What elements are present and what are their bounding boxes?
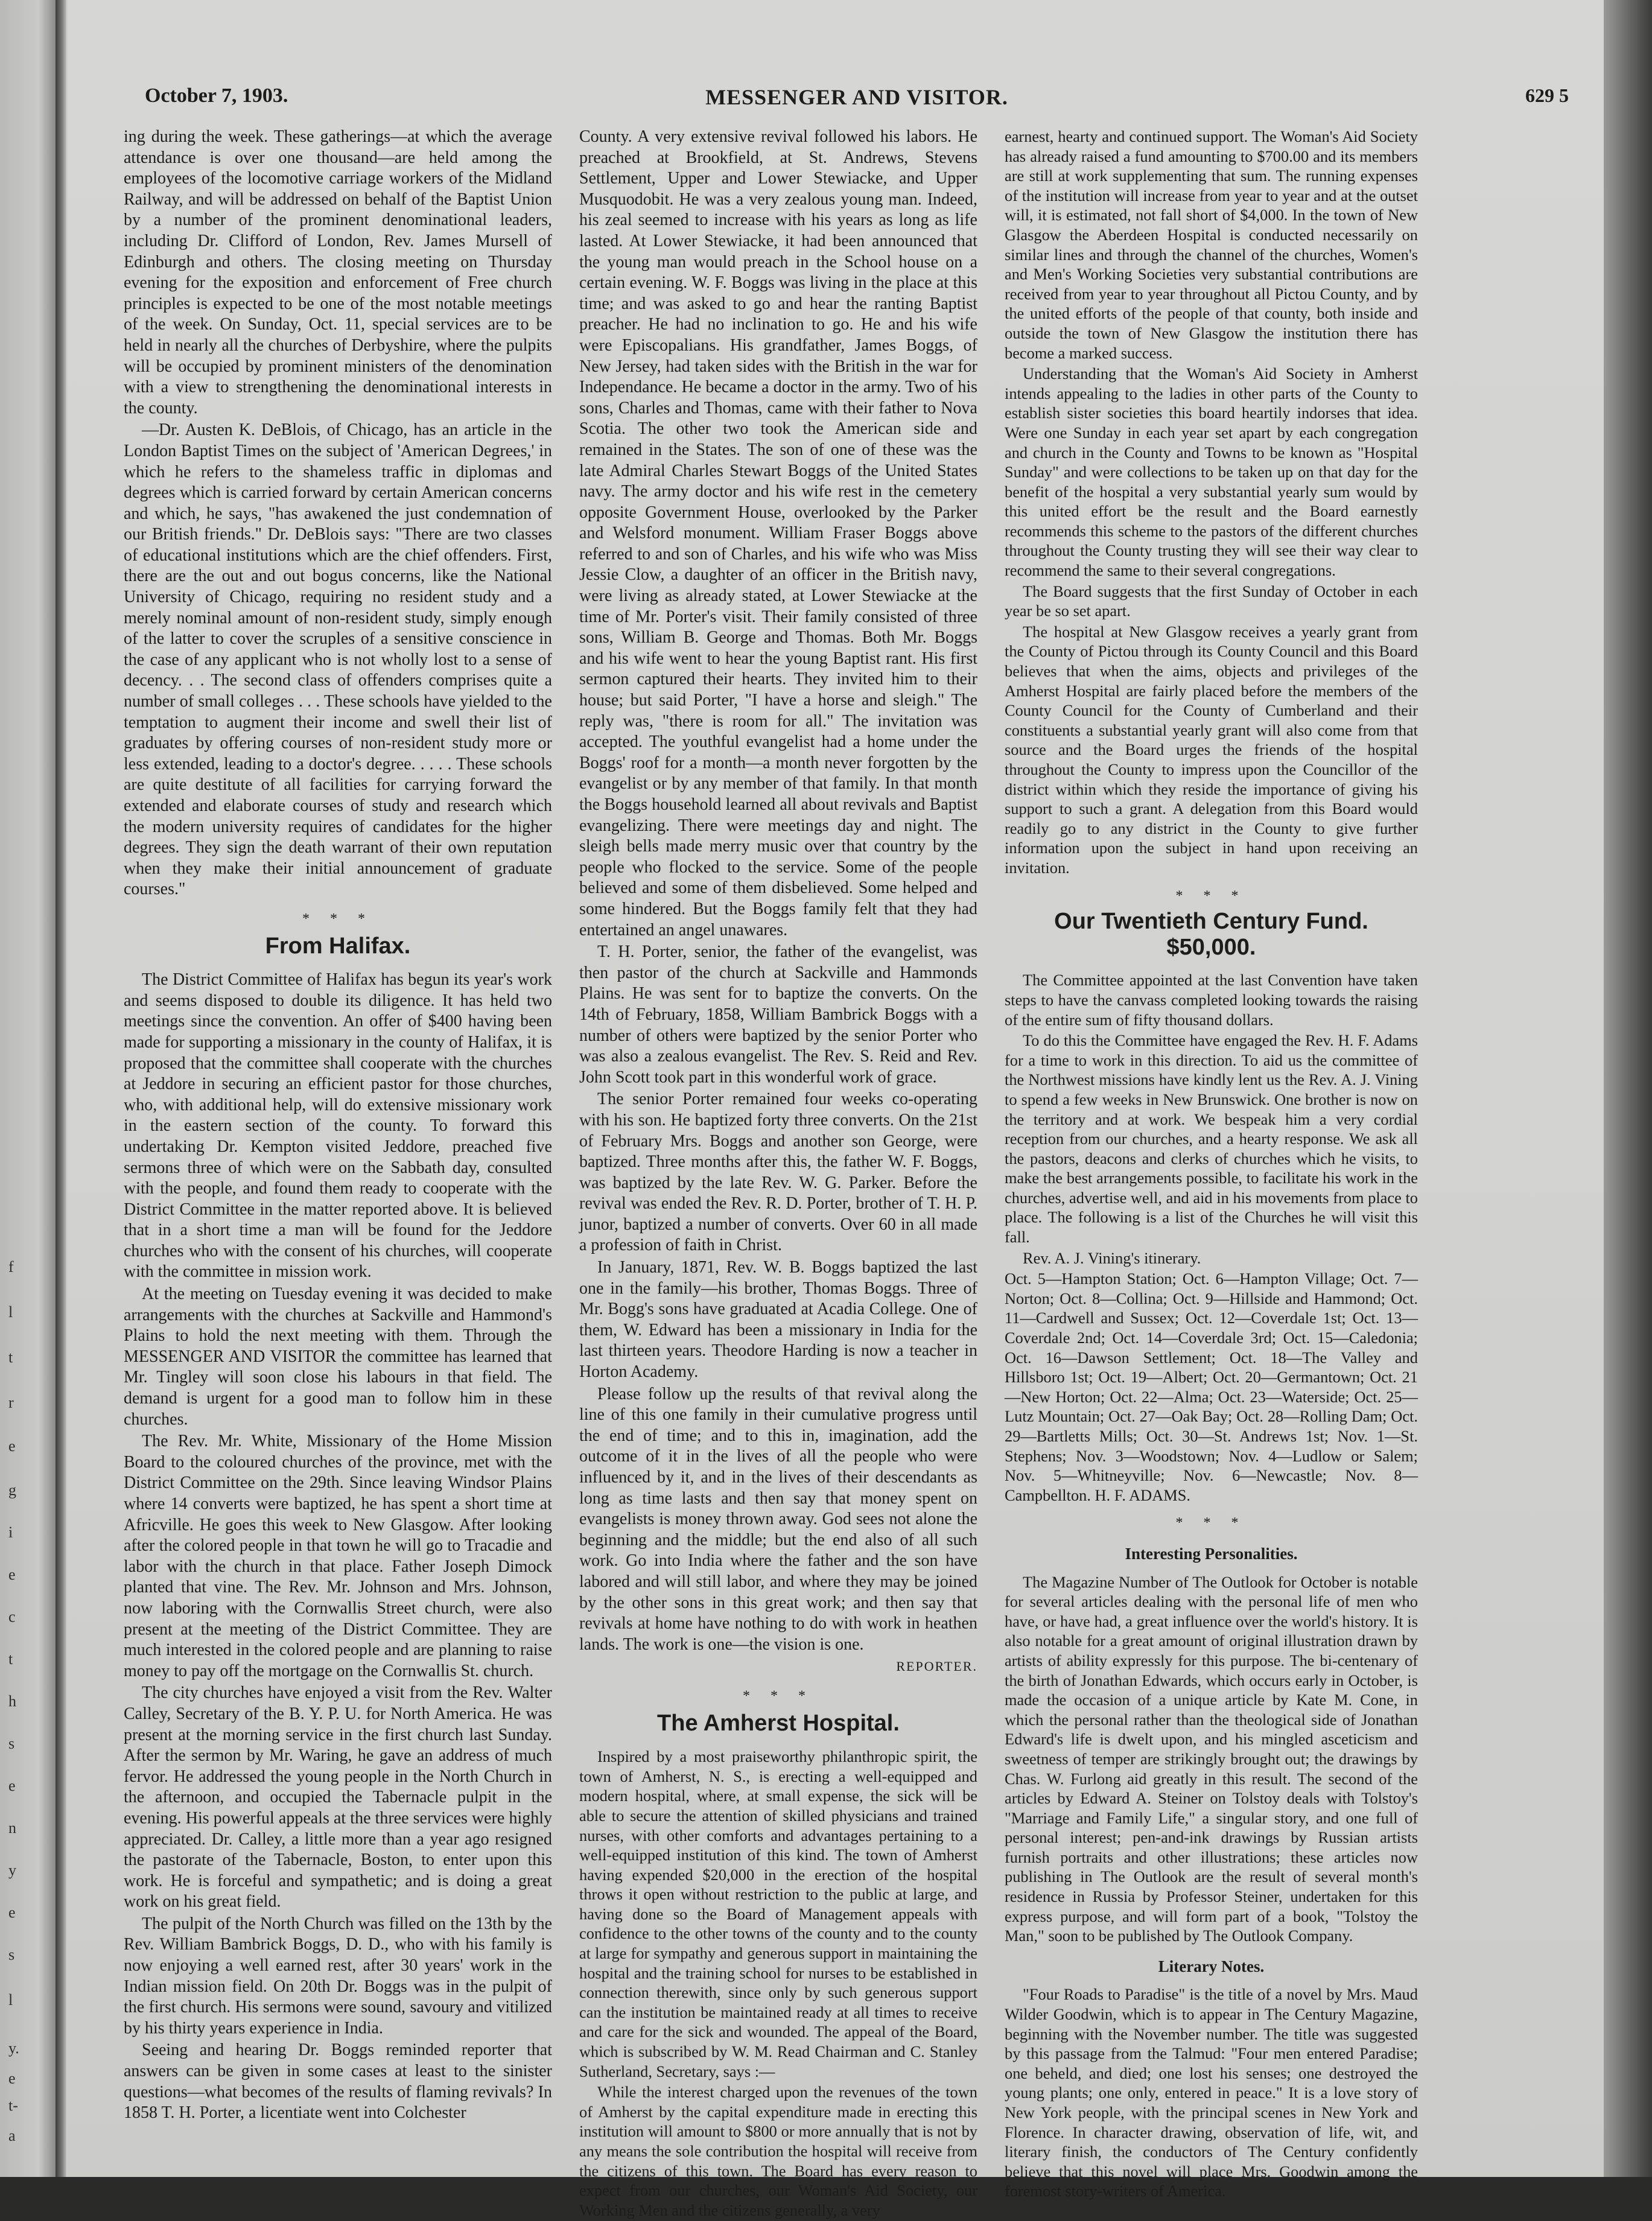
column-3 xyxy=(1005,127,1418,2202)
paragraph: Understanding that the Woman's Aid Society in Amherst intends appealing to the ladies in other parts of the County to establish sister societies this board heartily indorses that idea. Were one Sunday in each year set apart by each congregation and church in the County and Towns to be known as "Hospital Sunday" and were collections to be taken up on that day for the benefit of the hospital a very substantial yearly sum would by this united effort be the result and the Board earnestly recommends this scheme to the pastors of the different churches throughout the County trusting they will see their way clear to recommend the same to their several congregations. xyxy=(1005,364,1418,580)
article-heading-halifax: From Halifax. xyxy=(265,933,411,959)
section-divider-stars: * * * xyxy=(1175,888,1247,904)
masthead-title: MESSENGER AND VISITOR. xyxy=(705,85,1008,109)
gutter-letter: a xyxy=(8,2127,16,2144)
article-heading-twentieth-century-fund: Our Twentieth Century Fund. xyxy=(1054,909,1368,935)
gutter-letter: c xyxy=(8,1608,16,1625)
paragraph: "Four Roads to Paradise" is the title of a novel by Mrs. Maud Wilder Goodwin, which is to appear in The Century Magazine, beginning with the November number. The title was suggested by this passage from the Talmud: "Four men entered Paradise; one beheld, and died; one lost his senses; one destroyed the young plants; one only, entered in peace." It is a love story of New York people, with the principal scenes in New York and Florence. In character drawing, observation of life, wit, and literary finish, the conductors of The Century confidently believe that this novel will place Mrs. Goodwin among the foremost story-writers of America. xyxy=(1005,1985,1418,2200)
paragraph: While the interest charged upon the revenues of the town of Amherst by the capital expenditure made in erecting this institution will amount to $800 or more annually that is not by any means the sole contribution the hospital will receive from the citizens of this town. The Board has every reason to expect from our churches, our Woman's Aid Society, our Working Men and the citizens generally, a very xyxy=(579,2083,977,2219)
paragraph: At the meeting on Tuesday evening it was decided to make arrangements with the churches at Sackville and Hammond's Plains to hold the next meeting with them. Through the MESSENGER AND VISITOR the committee has learned that Mr. Tingley will soon close his labours in that field. The demand is urgent for a good man to follow him in these churches. xyxy=(124,1285,552,1429)
gutter-letter: y xyxy=(8,1861,16,1879)
page-header xyxy=(145,84,1569,121)
gutter-letter: n xyxy=(8,1819,16,1837)
gutter-letter: e xyxy=(8,1566,16,1583)
paragraph: The pulpit of the North Church was filled on the 13th by the Rev. William Bambrick Boggs, D. D., who with his family is now enjoying a well earned rest, after 30 years' work in the Indian mission field. On 20th Dr. Boggs was in the pulpit of the first church. His sermons were sound, savoury and vitilized by his thirty years experience in India. xyxy=(124,1914,552,2038)
gutter-letter: l xyxy=(8,1303,13,1321)
gutter-letter: l xyxy=(8,1991,13,2009)
gutter-letter: e xyxy=(8,1437,16,1455)
paragraph: The Board suggests that the first Sunday of October in each year be so set apart. xyxy=(1005,582,1418,620)
gutter-letter: s xyxy=(8,1735,15,1752)
gutter-letter: e xyxy=(8,1904,16,1921)
signature-reporter: REPORTER. xyxy=(896,1659,977,1674)
paragraph: Please follow up the results of that revival along the line of this one family in their cumulative progress until the end of time; and to this in, imagination, add the outcome of it in the lives of all the people who were influenced by it, and in the lives of their descendants as long as time lasts and then say that money spent on evangelists is money thrown away. God sees not alone the beginning and the middle; but the end also of all such work. Go into India where the father and the son have labored and will still labor, and where they may be joined by the other sons in this great work; and then say that revivals at home have nothing to do with work in heathen lands. The work is one—the vision is one. xyxy=(579,1384,977,1654)
gutter-letter: h xyxy=(8,1692,16,1710)
paragraph: County. A very extensive revival followed his labors. He preached at Brookfield, at St. Andrews, Stevens Settlement, Upper and Lower Stewiacke, and Upper Musquodobit. He was a very zealous young man. Indeed, his zeal seemed to increase with his years as long as life lasted. At Lower Stewiacke, it had been announced that the young man would preach in the School house on a certain evening. W. F. Boggs was living in the place at this time; and was asked to go and hear the ranting Baptist preacher. He had no inclination to go. He and his wife were Episcopalians. His grandfather, James Boggs, of New Jersey, had taken sides with the British in the war for Independance. He became a doctor in the army. Two of his sons, Charles and Thomas, came with their father to Nova Scotia. The other two took the American side and remained in the States. The son of one of these was the late Admiral Charles Stewart Boggs of the United States navy. The army doctor and his wife rest in the cemetery opposite Government House, overlooked by the Parker and Welsford monument. William Fraser Boggs above referred to and son of Charles, and his wife who was Miss Jessie Clow, a daughter of an officer in the British navy, were living as already stated, at Lower Stewiacke at the time of Mr. Porter's visit. Their family consisted of three sons, William B. George and Thomas. Both Mr. Boggs and his wife went to hear the young Baptist rant. His first sermon captured their hearts. They invited him to their house; but said Porter, "I have a horse and sleigh." The reply was, "there is room for all." The invitation was accepted. The youthful evangelist had a home under the Boggs' roof for a month—a month never forgotten by the evangelist or by any member of that family. In that month the Boggs household learned all about revivals and Baptist evangelizing. There were meetings day and night. The sleigh bells made merry music over that country by the people who flocked to the service. Some of the people believed and some of them disbelieved. Some helped and some hindered. But the Boggs family felt that they had entertained an angel unawares. xyxy=(579,127,977,939)
gutter-letter: e xyxy=(8,1777,16,1794)
article-heading-literary-notes: Literary Notes. xyxy=(1158,1957,1265,1975)
paragraph: T. H. Porter, senior, the father of the evangelist, was then pastor of the church at Sackville and Hammonds Plains. He was sent for to baptize the converts. On the 14th of February, 1858, William Bambrick Boggs with a number of others were baptized by the senior Porter who was also a zealous evangelist. The Rev. S. Reid and Rev. John Scott took part in this wonderful work of grace. xyxy=(579,942,977,1087)
section-divider-stars: * * * xyxy=(743,1688,814,1704)
paragraph: earnest, hearty and continued support. The Woman's Aid Society has already raised a fund amounting to $700.00 and its members are still at work supplementing that sum. The running expenses of the institution will increase from year to year and at the outset will, it is estimated, not fall short of $4,000. In the town of New Glasgow the Aberdeen Hospital is conducted necessarily on similar lines and through the channel of the churches, Women's and Men's Working Societies very substantial contributions are received from year to year throughout all Pictou County, and by the united efforts of the people of that county, both inside and outside the town of New Glasgow the institution there has become a marked success. xyxy=(1005,127,1418,362)
paragraph: To do this the Committee have engaged the Rev. H. F. Adams for a time to work in this direction. To aid us the committee of the Northwest missions have kindly lent us the Rev. A. J. Vining to spend a few weeks in New Brunswick. One brother is now on the territory and at work. We bespeak him a very cordial reception from our churches, and a hearty response. We ask all the pastors, deacons and clerks of churches which he visits, to make the best arrangements possible, to facilitate his work in the churches, advertise well, and aid in his movements from place to place. The following is a list of the Churches he will visit this fall. xyxy=(1005,1031,1418,1247)
article-heading-amherst-hospital: The Amherst Hospital. xyxy=(657,1710,900,1736)
right-edge-shadow xyxy=(1604,0,1652,2177)
fund-amount-heading: $50,000. xyxy=(1166,934,1256,960)
paragraph: The city churches have enjoyed a visit from the Rev. Walter Calley, Secretary of the B. Y. P. U. for North America. He was present at the morning service in the first church last Sunday. After the sermon by Mr. Waring, he gave an address of much fervor. He addressed the young people in the North Church in the afternoon, and occupied the Tabernacle pulpit in the evening. His powerful appeals at the three services were highly appreciated. Dr. Calley, a little more than a year ago resigned the pastorate of the Tabernacle, Boston, to enter upon this work. He is forceful and sympathetic; and is doing a great work on his great field. xyxy=(124,1683,552,1911)
paragraph: The hospital at New Glasgow receives a yearly grant from the County of Pictou through its County Council and this Board believes that when the aims, objects and privileges of the Amherst Hospital are fairly placed before the members of the County Council for the County of Cumberland and their constituents a substantial yearly grant will also come from that source and the Board urges the friends of the hospital throughout the County to impress upon the Councillor of the district within which they reside the importance of giving his support to such a grant. A delegation from this Board would readily go to any district in the County to give further information upon the subject in hand upon receiving an invitation. xyxy=(1005,622,1418,877)
page-number: 629 5 xyxy=(1525,84,1569,106)
gutter-letter: e xyxy=(8,2070,16,2087)
gutter-letter: t xyxy=(8,1349,13,1366)
gutter-letter: g xyxy=(8,1481,16,1499)
paragraph: Seeing and hearing Dr. Boggs reminded reporter that answers can be given in some cases at least to the sinister questions—what becomes of the results of flaming revivals? In 1858 T. H. Porter, a licentiate went into Colchester xyxy=(124,2041,552,2123)
paragraph: The Rev. Mr. White, Missionary of the Home Mission Board to the coloured churches of the province, met with the District Committee on the 29th. Since leaving Windsor Plains where 14 converts were baptized, he has spent a short time at Africville. He goes this week to New Glasgow. After looking after the colored people in that town he will go to Tracadie and labor with the church in that place. Father Joseph Dimock planted that vine. The Rev. Mr. Johnson and Mrs. Johnson, now laboring with the Cornwallis Street church, were also present at the meeting of the District Committee. They are much interested in the colored people and are planning to raise money to pay off the mortgage on the Cornwallis St. church. xyxy=(124,1432,552,1680)
paragraph: Rev. A. J. Vining's itinerary. xyxy=(1023,1248,1201,1267)
gutter-letter: f xyxy=(8,1258,14,1276)
page-fold-shadow xyxy=(56,0,66,2177)
gutter-letter: y. xyxy=(8,2039,19,2057)
gutter-letter: t- xyxy=(8,2097,18,2114)
facing-page-gutter xyxy=(0,0,56,2177)
article-heading-interesting-personalities: Interesting Personalities. xyxy=(1125,1544,1298,1563)
column-1 xyxy=(124,127,552,2125)
paragraph: In January, 1871, Rev. W. B. Boggs baptized the last one in the family—his brother, Thomas Boggs. Three of Mr. Bogg's sons have graduated at Acadia College. One of them, W. Edward has been a missionary in India for the last thirteen years. Theodore Harding is now a teacher in Horton Academy. xyxy=(579,1258,977,1382)
section-divider-stars: * * * xyxy=(302,910,373,927)
paragraph: —Dr. Austen K. DeBlois, of Chicago, has an article in the London Baptist Times on the subject of 'American Degrees,' in which he refers to the shameless traffic in diplomas and degrees which is carried forward by certain American concerns and which, he says, "has awakened the just condemnation of our British friends." Dr. DeBlois says: "There are two classes of educational institutions which are the chief offenders. First, there are the out and out bogus concerns, like the National University of Chicago, requiring no resident study and a merely nominal amount of non-resident study, simply enough of the latter to cover the scruples of a sensitive conscience in the case of any applicant who is not wholly lost to a sense of decency. . . The second class of offenders comprises quite a number of small colleges . . . These schools have yielded to the temptation to augment their income and swell their list of graduates by offering courses of non-resident study more or less extended, leading to a doctor's degree. . . . . These schools are quite destitute of all facilities for carrying forward the extended and elaborate courses of study and research which the modern university requires of candidates for the higher degrees. They sign the death warrant of their own reputation when they make their initial announcement of graduate courses." xyxy=(124,421,552,899)
gutter-letter: t xyxy=(8,1650,13,1668)
paragraph: The Committee appointed at the last Convention have taken steps to have the canvass completed looking towards the raising of the entire sum of fifty thousand dollars. xyxy=(1005,971,1418,1029)
gutter-letter: i xyxy=(8,1524,13,1541)
itinerary-list: Oct. 5—Hampton Station; Oct. 6—Hampton Village; Oct. 7—Norton; Oct. 8—Collina; Oct. 9—Hillside and Hammond; Oct. 11—Cardwell and Sussex; Oct. 12—Coverdale 1st; Oct. 13—Coverdale 2nd; Oct. 14—Coverdale 3rd; Oct. 15—Caledonia; Oct. 16—Dawson Settlement; Oct. 18—The Valley and Hillsboro 1st; Oct. 19—Albert; Oct. 20—Germantown; Oct. 21—New Horton; Oct. 22—Alma; Oct. 23—Waterside; Oct. 25—Lutz Mountain; Oct. 27—Oak Bay; Oct. 28—Rolling Dam; Oct. 29—Bartletts Mills; Oct. 30—St. Andrews 1st; Nov. 1—St. Stephens; Nov. 3—Woodstown; Nov. 4—Ludlow or Salem; Nov. 5—Whitneyville; Nov. 6—Newcastle; Nov. 8—Campbellton. H. F. ADAMS. xyxy=(1005,1269,1418,1504)
paragraph: Inspired by a most praiseworthy philanthropic spirit, the town of Amherst, N. S., is erecting a well-equipped and modern hospital, where, at small expense, the sick will be able to secure the attention of skilled physicians and trained nurses, with other comforts and advantages pertaining to a well-equipped institution of this kind. The town of Amherst having expended $20,000 in the erection of the hospital throws it open without restriction to the public at large, and having done so the Board of Management appeals with confidence to the other towns of the county and to the county at large for sympathy and generous support in maintaining the hospital and the training school for nurses to be established in connection therewith, since only by such generous support can the institution be maintained ready at all times to receive and care for the sick and wounded. The appeal of the Board, which is subscribed by W. M. Read Chairman and C. Stanley Sutherland, Secretary, says :— xyxy=(579,1747,977,2080)
section-divider-stars: * * * xyxy=(1175,1515,1247,1531)
gutter-letter: r xyxy=(8,1394,14,1411)
gutter-letter: s xyxy=(8,1946,15,1963)
paragraph: The District Committee of Halifax has begun its year's work and seems disposed to double its diligence. It has held two meetings since the convention. An offer of $400 having been made for supporting a missionary in the county of Halifax, it is proposed that the committee shall cooperate with the churches at Jeddore in securing an efficient pastor for those churches, who, with additional help, will do extensive missionary work in the eastern section of the county. To forward this undertaking Dr. Kempton visited Jeddore, preached five sermons three of which were on the Sabbath day, consulted with the people, and found them ready to cooperate with the District Committee in the matter reported above. It is believed that in a short time a man will be found for the Jeddore churches who with the consent of his churches, will cooperate with the committee in mission work. xyxy=(124,970,552,1282)
paragraph: The senior Porter remained four weeks co-operating with his son. He baptized forty three converts. On the 21st of February Mrs. Boggs and another son George, were baptized. Three months after this, the father W. F. Boggs, was baptized by the late Rev. W. G. Parker. Before the revival was ended the Rev. R. D. Porter, brother of T. H. P. junor, baptized a number of converts. Over 60 in all made a profession of faith in Christ. xyxy=(579,1090,977,1255)
column-2 xyxy=(579,127,977,2221)
paragraph: The Magazine Number of The Outlook for October is notable for several articles dealing with the personal life of men who have, or have had, a great influence over the world's history. It is also notable for a great amount of original illustration drawn by artists of ability expressly for this purpose. The bi-centenary of the birth of Jonathan Edwards, which occurs early in October, is made the occasion of a unique article by Kate M. Cone, in which the personal rather than the theological side of Jonathan Edward's life is dwelt upon, and his mingled asceticism and sweetness of temper are strikingly brought out; the drawings by Chas. W. Furlong aid greatly in this result. The second of the articles by Edward A. Steiner on Tolstoy deals with Tolstoy's "Marriage and Family Life," a singular story, and one full of personal interest; pen-and-ink drawings by Russian artists furnish portraits and other illustrations; these articles now publishing in The Outlook are the result of several month's residence in Russia by Professor Steiner, undertaken for this express purpose, and will form part of a book, "Tolstoy the Man," soon to be published by The Outlook Company. xyxy=(1005,1572,1418,1945)
paragraph: ing during the week. These gatherings—at which the average attendance is over one thousand—are held among the employees of the locomotive carriage workers of the Midland Railway, and will be addressed on behalf of the Baptist Union by a number of the prominent denominational leaders, including Dr. Clifford of London, Rev. James Mursell of Edinburgh and others. The closing meeting on Thursday evening for the exposition and enforcement of Free church principles is expected to be one of the most notable meetings of the week. On Sunday, Oct. 11, special services are to be held in nearly all the churches of Derbyshire, where the pulpits will be occupied by prominent ministers of the denomination with a view to strengthening the denominational interests in the county. xyxy=(124,127,552,418)
issue-date: October 7, 1903. xyxy=(145,84,288,107)
